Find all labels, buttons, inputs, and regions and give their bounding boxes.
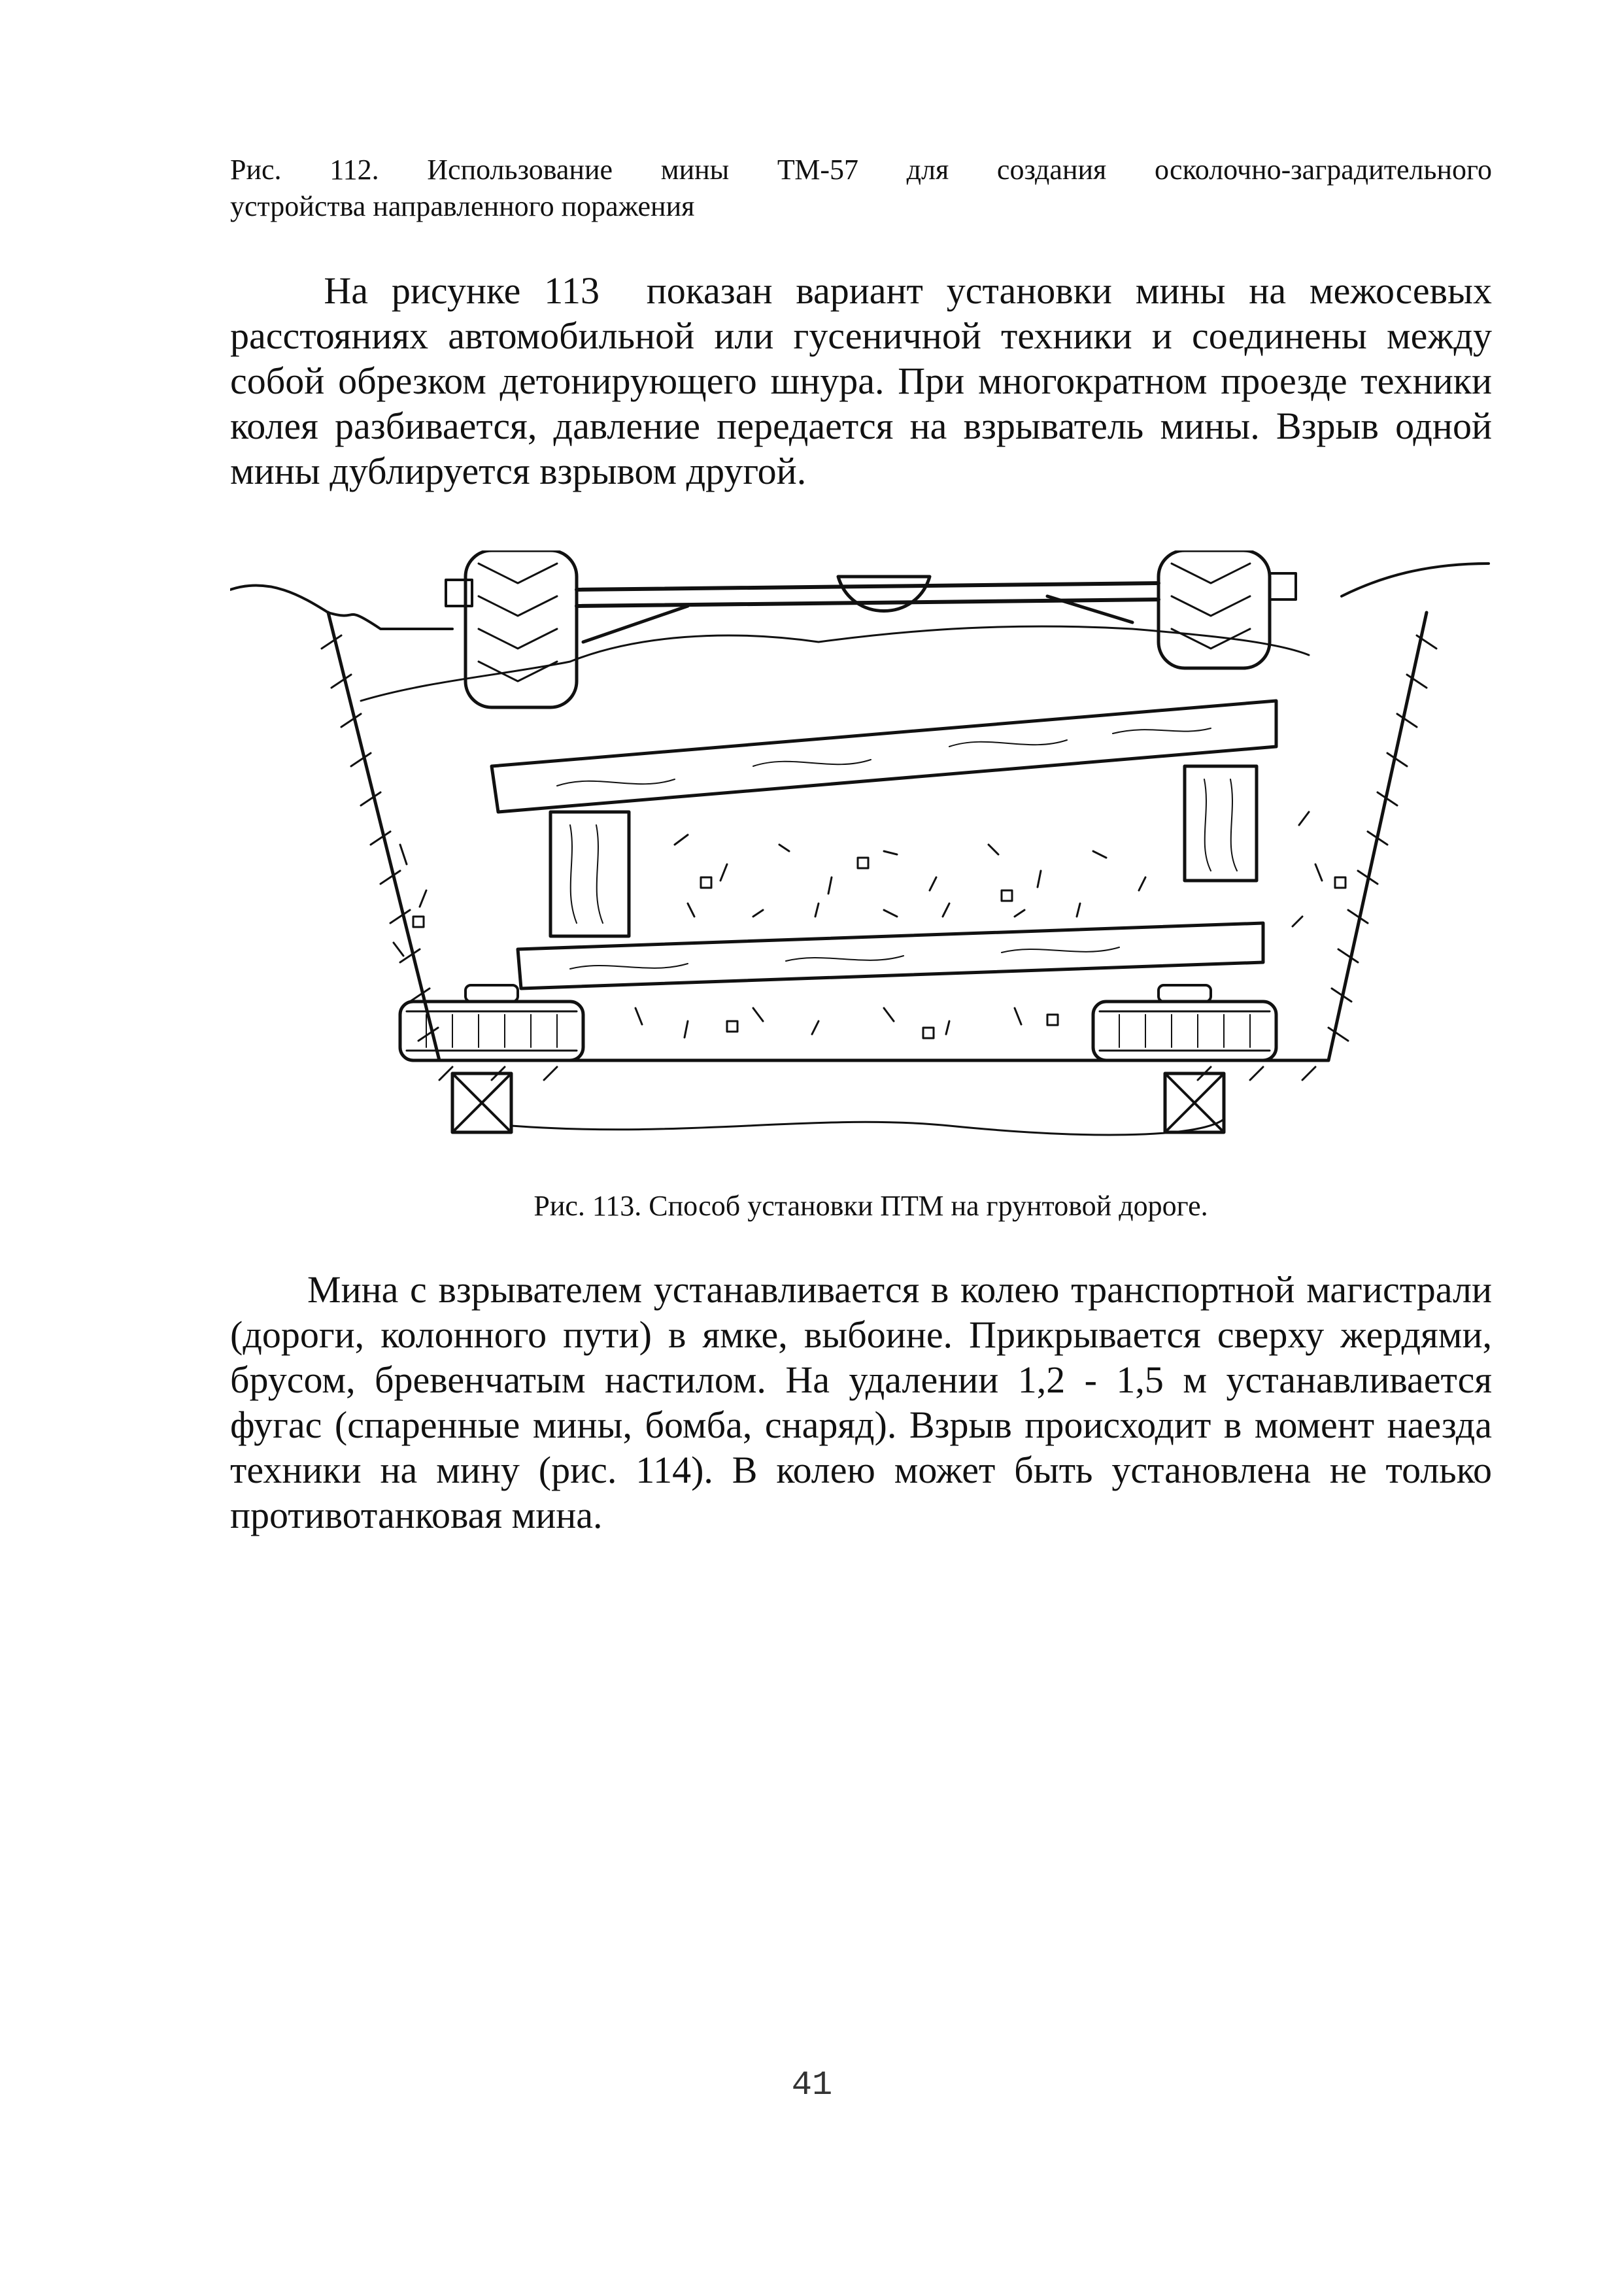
paragraph-1 — [230, 268, 1492, 494]
paragraph-2 — [230, 1267, 1492, 1538]
figure-112-caption-line-2: устройства направленного поражения — [230, 190, 695, 222]
figure-113-caption: Рис. 113. Способ установки ПТМ на грунтовой дороге. — [533, 1190, 1208, 1222]
paragraph-1-line: На рисунке 113 показан вариант установки мины на межосевых — [230, 269, 1492, 312]
left-mine — [400, 985, 583, 1060]
paragraph-2-line: техники на мину (рис. 114). В колею может быть установлена не только — [230, 1449, 1492, 1491]
paragraph-2-line: (дороги, колонного пути) в ямке, выбоине. Прикрывается сверху жердями, — [230, 1313, 1492, 1356]
figure-113-illustration — [230, 550, 1492, 1175]
upper-log — [492, 701, 1276, 812]
paragraph-1-line: собой обрезком детонирующего шнура. При многократном проезде техники — [230, 360, 1492, 402]
paragraph-2-line: брусом, бревенчатым настилом. На удалении 1,2 - 1,5 м устанавливается — [230, 1358, 1492, 1401]
left-post — [550, 812, 629, 936]
mine-installation-drawing — [230, 550, 1492, 1175]
left-charge — [452, 1073, 511, 1132]
ground-right — [1342, 564, 1489, 596]
paragraph-1-line: колея разбивается, давление передается на взрыватель мины. Взрыв одной — [230, 405, 1492, 447]
paragraph-2-line: фугас (спаренные мины, бомба, снаряд). Взрыв происходит в момент наезда — [230, 1404, 1492, 1446]
left-wheel — [465, 550, 577, 707]
page-number: 41 — [791, 2066, 833, 2104]
paragraph-1-line: мины дублируется взрывом другой. — [230, 450, 807, 492]
figure-112-caption — [230, 152, 1492, 225]
soil-mound — [361, 626, 1309, 701]
trench-outline — [328, 613, 1427, 1060]
ground-left — [230, 585, 452, 629]
paragraph-1-line: расстояниях автомобильной или гусеничной техники и соединены между — [230, 314, 1492, 357]
paragraph-2-line: Мина с взрывателем устанавливается в колею транспортной магистрали — [307, 1268, 1492, 1311]
right-post — [1185, 766, 1257, 881]
right-mine — [1093, 985, 1276, 1060]
differential — [838, 577, 930, 611]
figure-112-caption-line-1: Рис. 112. Использование мины ТМ-57 для создания осколочно-заградительного — [230, 154, 1492, 186]
paragraph-2-line: противотанковая мина. — [230, 1494, 603, 1536]
detonating-cord — [511, 1119, 1224, 1135]
right-wheel — [1159, 550, 1270, 668]
